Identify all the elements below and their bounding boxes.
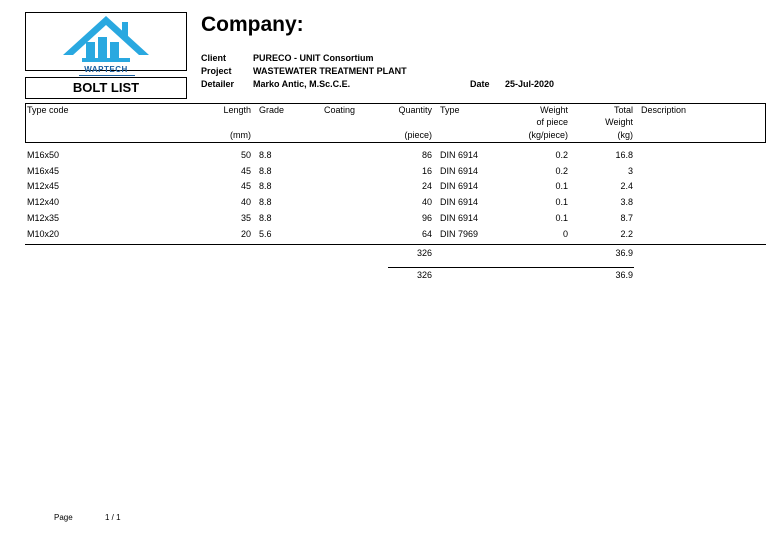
table-row-code: M12x45 xyxy=(27,181,60,191)
subtotal-weight: 36.9 xyxy=(615,248,633,258)
header-bottom-border xyxy=(25,142,766,143)
table-row-quantity: 96 xyxy=(421,213,432,223)
table-row-quantity: 24 xyxy=(421,181,432,191)
date-label: Date xyxy=(470,79,490,89)
table-row-length: 40 xyxy=(240,197,251,207)
table-row-length: 45 xyxy=(240,166,251,176)
table-row-grade: 8.8 xyxy=(259,181,272,191)
table-row-quantity: 16 xyxy=(421,166,432,176)
col-quantity-unit: (piece) xyxy=(404,130,432,140)
subtotal-divider xyxy=(25,244,766,245)
table-row-length: 20 xyxy=(240,229,251,239)
logo-underline xyxy=(79,75,135,76)
detailer-label: Detailer xyxy=(201,79,235,89)
col-type: Type xyxy=(440,105,460,115)
table-row-weight: 0.1 xyxy=(555,181,568,191)
col-weight-line2: of piece xyxy=(536,117,568,127)
table-row-total: 2.4 xyxy=(620,181,633,191)
table-row-total: 8.7 xyxy=(620,213,633,223)
table-row-type: DIN 6914 xyxy=(440,150,479,160)
table-row-quantity: 64 xyxy=(421,229,432,239)
header-right-border xyxy=(765,103,766,143)
page-number: 1 / 1 xyxy=(105,513,121,522)
table-row-weight: 0.2 xyxy=(555,150,568,160)
project-value: WASTEWATER TREATMENT PLANT xyxy=(253,66,407,76)
client-value: PURECO - UNIT Consortium xyxy=(253,53,374,63)
house-logo-icon xyxy=(60,14,152,64)
table-row-code: M16x45 xyxy=(27,166,60,176)
table-row-weight: 0.1 xyxy=(555,197,568,207)
table-row-quantity: 86 xyxy=(421,150,432,160)
date-value: 25-Jul-2020 xyxy=(505,79,555,89)
col-type-code: Type code xyxy=(27,105,69,115)
grand-total-quantity: 326 xyxy=(416,270,432,280)
page-label: Page xyxy=(54,513,73,522)
table-row-code: M10x20 xyxy=(27,229,60,239)
header-left-border xyxy=(25,103,26,143)
table-row-total: 16.8 xyxy=(615,150,633,160)
col-quantity: Quantity xyxy=(398,105,432,115)
table-row-grade: 8.8 xyxy=(259,197,272,207)
table-row-type: DIN 6914 xyxy=(440,197,479,207)
col-coating: Coating xyxy=(324,105,356,115)
col-length: Length xyxy=(223,105,251,115)
col-total-unit: (kg) xyxy=(617,130,633,140)
table-row-total: 3.8 xyxy=(620,197,633,207)
table-row-length: 50 xyxy=(240,150,251,160)
table-row-total: 2.2 xyxy=(620,229,633,239)
table-row-weight: 0 xyxy=(562,229,568,239)
header-top-border xyxy=(25,103,766,104)
table-row-quantity: 40 xyxy=(421,197,432,207)
client-label: Client xyxy=(201,53,227,63)
table-row-code: M12x35 xyxy=(27,213,60,223)
table-row-length: 45 xyxy=(240,181,251,191)
detailer-value: Marko Antic, M.Sc.C.E. xyxy=(253,79,351,89)
table-row-type: DIN 6914 xyxy=(440,166,479,176)
table-row-grade: 8.8 xyxy=(259,150,272,160)
col-total-line2: Weight xyxy=(605,117,633,127)
table-row-type: DIN 6914 xyxy=(440,213,479,223)
logo-name: WAPTECH xyxy=(84,65,128,74)
table-row-length: 35 xyxy=(240,213,251,223)
col-grade: Grade xyxy=(259,105,285,115)
table-row-type: DIN 7969 xyxy=(440,229,479,239)
col-length-unit: (mm) xyxy=(230,130,251,140)
table-row-grade: 8.8 xyxy=(259,213,272,223)
table-row-type: DIN 6914 xyxy=(440,181,479,191)
table-row-code: M16x50 xyxy=(27,150,60,160)
table-row-weight: 0.2 xyxy=(555,166,568,176)
grand-total-weight: 36.9 xyxy=(615,270,633,280)
project-label: Project xyxy=(201,66,232,76)
col-weight-unit: (kg/piece) xyxy=(528,130,568,140)
subtotal-quantity: 326 xyxy=(416,248,432,258)
document-title: BOLT LIST xyxy=(25,77,187,99)
table-row-total: 3 xyxy=(627,166,633,176)
table-row-weight: 0.1 xyxy=(555,213,568,223)
col-description: Description xyxy=(641,105,687,115)
col-weight: Weight xyxy=(540,105,568,115)
table-row-grade: 8.8 xyxy=(259,166,272,176)
company-label: Company: xyxy=(201,13,304,36)
company-logo xyxy=(25,12,187,74)
table-row-grade: 5.6 xyxy=(259,229,272,239)
table-row-code: M12x40 xyxy=(27,197,60,207)
col-total: Total xyxy=(613,105,633,115)
grand-total-divider xyxy=(388,267,634,268)
